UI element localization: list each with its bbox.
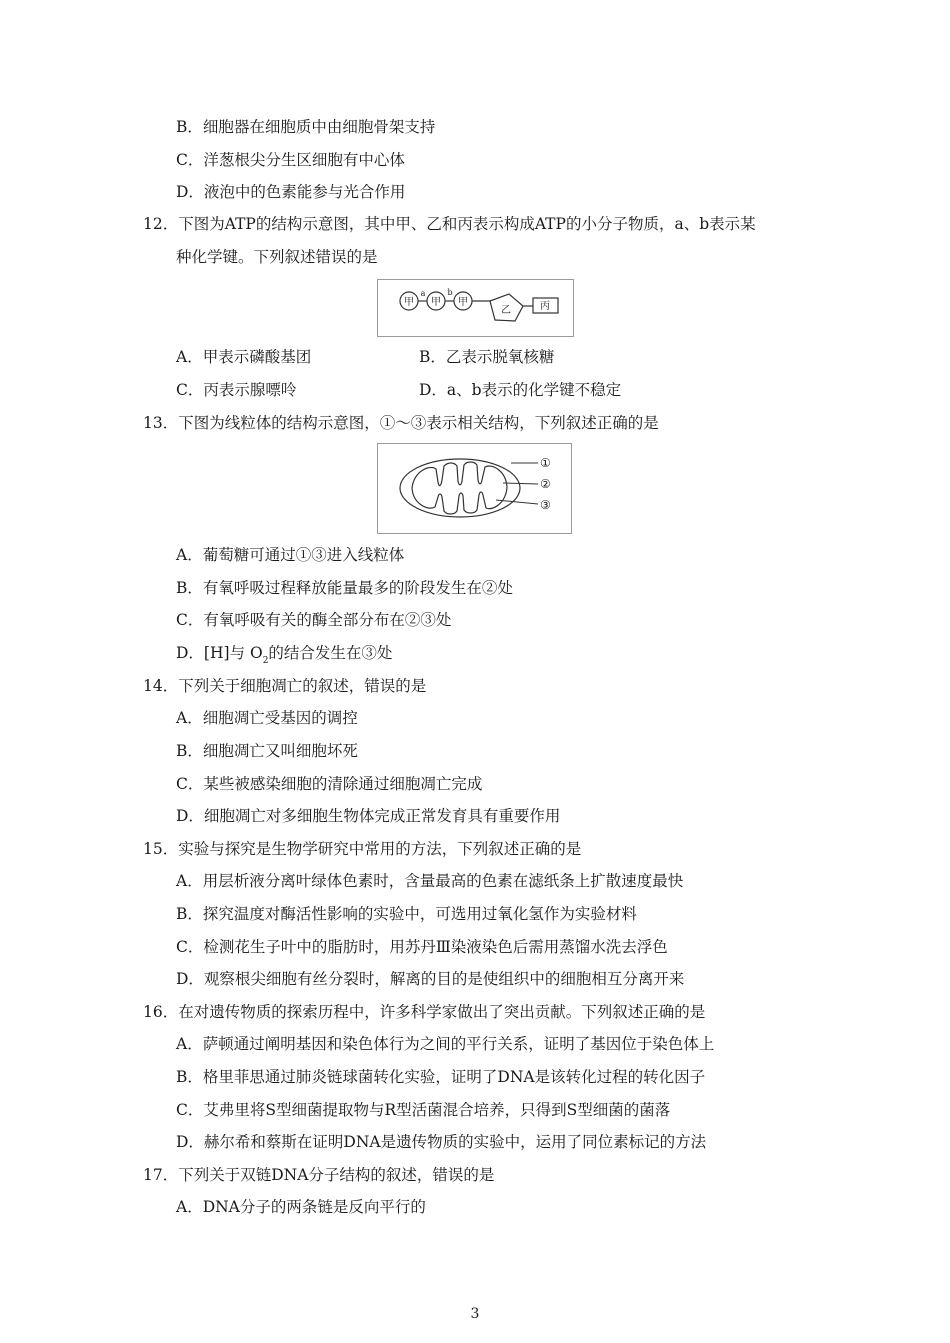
leader-line-3: [496, 500, 538, 504]
q13-option-d-subscript: 2: [262, 656, 269, 666]
outer-membrane: [400, 459, 520, 517]
page-number: 3: [470, 1306, 480, 1322]
q12-option-a: A．甲表示磷酸基团: [176, 348, 312, 366]
q13-option-b: B．有氧呼吸过程释放能量最多的阶段发生在②处: [176, 579, 513, 597]
q13-option-c: C．有氧呼吸有关的酶全部分布在②③处: [176, 611, 452, 629]
q14-option-a: A．细胞凋亡受基因的调控: [176, 709, 358, 727]
q13-option-d-post: 的结合发生在③处: [268, 644, 393, 662]
q11-option-d: D．液泡中的色素能参与光合作用: [176, 183, 406, 201]
mitochondrion-diagram: [378, 444, 571, 533]
bond-a-label: a: [420, 289, 426, 298]
q13-option-d-pre: D．[H]与 O: [176, 644, 263, 662]
leader-line-2: [503, 483, 538, 484]
q16-option-d: D．赫尔希和蔡斯在证明DNA是遗传物质的实验中，运用了同位素标记的方法: [176, 1133, 707, 1151]
inner-membrane-cristae: [412, 462, 507, 514]
q11-option-b: B．细胞器在细胞质中由细胞骨架支持: [176, 118, 436, 136]
q15-option-d: D．观察根尖细胞有丝分裂时，解离的目的是使组织中的细胞相互分离开来: [176, 970, 685, 988]
q13-option-a: A．葡萄糖可通过①③进入线粒体: [176, 546, 405, 564]
mitochondrion-figure: [377, 443, 572, 534]
q16-option-c: C．艾弗里将S型细菌提取物与R型活菌混合培养，只得到S型细菌的菌落: [176, 1101, 671, 1119]
q14-stem-line1: 14．下列关于细胞凋亡的叙述，错误的是: [143, 677, 427, 695]
q15-option-a: A．用层析液分离叶绿体色素时，含量最高的色素在滤纸条上扩散速度最快: [176, 872, 684, 890]
atp-structure-figure: [377, 279, 574, 337]
q16-option-a: A．萨顿通过阐明基因和染色体行为之间的平行关系，证明了基因位于染色体上: [176, 1035, 715, 1053]
q15-option-c: C．检测花生子叶中的脂肪时，用苏丹Ⅲ染液染色后需用蒸馏水洗去浮色: [176, 938, 668, 956]
q12-option-b: B．乙表示脱氧核糖: [419, 348, 555, 366]
phosphate-label-3: 甲: [458, 297, 468, 308]
q16-option-b: B．格里菲思通过肺炎链球菌转化实验，证明了DNA是该转化过程的转化因子: [176, 1068, 706, 1086]
q12-stem-line2: 种化学键。下列叙述错误的是: [176, 248, 378, 266]
bond-b-label: b: [447, 288, 453, 297]
phosphate-label-1: 甲: [404, 297, 414, 308]
q17-stem-line1: 17．下列关于双链DNA分子结构的叙述，错误的是: [143, 1166, 495, 1184]
q12-stem-line1: 12．下图为ATP的结构示意图，其中甲、乙和丙表示构成ATP的小分子物质，a、b表示某: [143, 215, 756, 233]
q12-option-d: D．a、b表示的化学键不稳定: [419, 381, 622, 399]
sugar-label: 乙: [501, 305, 511, 316]
label-2: ②: [540, 477, 551, 491]
phosphate-label-2: 甲: [431, 297, 441, 308]
q13-option-d: [176, 643, 392, 671]
q13-stem-line1: 13．下图为线粒体的结构示意图，①～③表示相关结构，下列叙述正确的是: [143, 414, 659, 432]
q16-stem-line1: 16．在对遗传物质的探索历程中，许多科学家做出了突出贡献。下列叙述正确的是: [143, 1003, 706, 1021]
q11-option-c: C．洋葱根尖分生区细胞有中心体: [176, 151, 405, 169]
q12-option-c: C．丙表示腺嘌呤: [176, 381, 297, 399]
q15-stem-line1: 15．实验与探究是生物学研究中常用的方法，下列叙述正确的是: [143, 840, 582, 858]
base-label: 丙: [540, 301, 550, 312]
atp-diagram: [378, 280, 573, 336]
label-3: ③: [540, 498, 551, 512]
q14-option-d: D．细胞凋亡对多细胞生物体完成正常发育具有重要作用: [176, 807, 561, 825]
q15-option-b: B．探究温度对酶活性影响的实验中，可选用过氧化氢作为实验材料: [176, 905, 637, 923]
q14-option-b: B．细胞凋亡又叫细胞坏死: [176, 742, 358, 760]
label-1: ①: [540, 456, 551, 470]
q17-option-a: A．DNA分子的两条链是反向平行的: [176, 1198, 426, 1216]
q14-option-c: C．某些被感染细胞的清除通过细胞凋亡完成: [176, 775, 483, 793]
